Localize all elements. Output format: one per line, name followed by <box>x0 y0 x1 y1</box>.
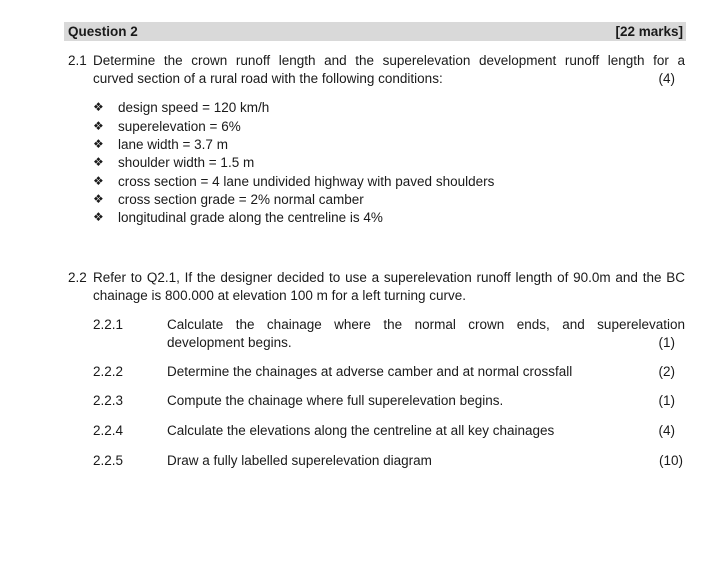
diamond-bullet-icon: ❖ <box>93 155 104 169</box>
subquestion-text-cont: development begins. <box>167 335 292 350</box>
subquestion-number: 2.2.1 <box>93 317 124 332</box>
subquestion-number: 2.2.3 <box>93 393 124 408</box>
diamond-bullet-icon: ❖ <box>93 137 104 151</box>
subquestion-number: 2.2.2 <box>93 364 124 379</box>
q22-line2: chainage is 800.000 at elevation 100 m for a left turning curve. <box>93 288 466 303</box>
question-header <box>64 22 686 41</box>
subquestion-number: 2.2.5 <box>93 453 124 468</box>
diamond-bullet-icon: ❖ <box>93 210 104 224</box>
subquestion-marks: (1) <box>658 335 675 350</box>
diamond-bullet-icon: ❖ <box>93 192 104 206</box>
condition-item: superelevation = 6% <box>118 119 241 134</box>
condition-item: cross section = 4 lane undivided highway with paved shoulders <box>118 174 495 189</box>
diamond-bullet-icon: ❖ <box>93 100 104 114</box>
total-marks: [22 marks] <box>615 24 683 39</box>
q21-line1: Determine the crown runoff length and the superelevation development runoff length for a <box>93 53 685 68</box>
subquestion-text: Draw a fully labelled superelevation diagram <box>167 453 432 468</box>
subquestion-number: 2.2.4 <box>93 423 124 438</box>
subquestion-text: Determine the chainages at adverse camber and at normal crossfall <box>167 364 573 379</box>
subquestion-marks: (1) <box>658 393 675 408</box>
subquestion-text: Calculate the elevations along the centreline at all key chainages <box>167 423 555 438</box>
condition-item: lane width = 3.7 m <box>118 137 228 152</box>
subquestion-marks: (10) <box>658 453 683 468</box>
diamond-bullet-icon: ❖ <box>93 174 104 188</box>
q22-number: 2.2 <box>68 270 87 285</box>
condition-item: longitudinal grade along the centreline is 4% <box>118 210 383 225</box>
q22-line1: Refer to Q2.1, If the designer decided to use a superelevation runoff length of 90.0m and the BC <box>93 270 685 285</box>
subquestion-marks: (2) <box>658 364 675 379</box>
condition-item: design speed = 120 km/h <box>118 100 270 115</box>
subquestion-marks: (4) <box>658 423 675 438</box>
diamond-bullet-icon: ❖ <box>93 119 104 133</box>
q21-line2: curved section of a rural road with the following conditions: <box>93 71 443 86</box>
condition-item: shoulder width = 1.5 m <box>118 155 255 170</box>
condition-item: cross section grade = 2% normal camber <box>118 192 364 207</box>
q21-marks: (4) <box>658 71 675 86</box>
question-title: Question 2 <box>68 24 138 39</box>
subquestion-text: Compute the chainage where full superelevation begins. <box>167 393 504 408</box>
subquestion-text: Calculate the chainage where the normal crown ends, and superelevation <box>167 317 685 332</box>
q21-number: 2.1 <box>68 53 87 68</box>
